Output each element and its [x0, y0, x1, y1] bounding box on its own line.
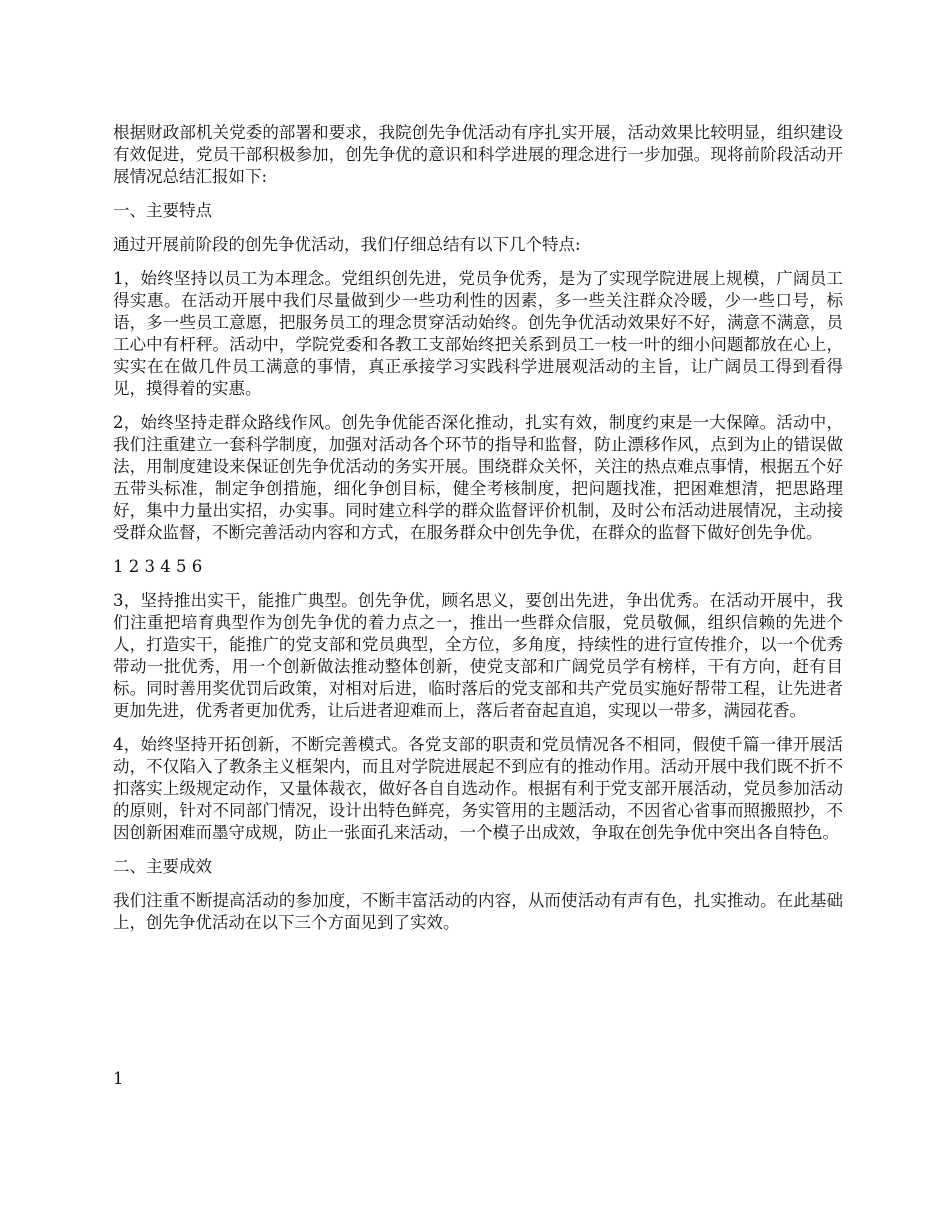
intro-paragraph: 根据财政部机关党委的部署和要求，我院创先争优活动有序扎实开展，活动效果比较明显，组织建设有效促进，党员干部积极参加，创先争优的意识和科学进展的理念进行一步加强。现将前阶段活动开展情况总结汇报如下:: [113, 123, 843, 186]
page-number: 1: [113, 1069, 124, 1088]
point-3-paragraph: 3，坚持推出实干，能推广典型。创先争优，顾名思义，要创出先进，争出优秀。在活动开展中，我们注重把培育典型作为创先争优的着力点之一，推出一些群众信服，党员敬佩，组织信赖的先进个人，打造实干，能推广的党支部和党员典型，全方位，多角度，持续性的进行宣传推介，以一个优秀带动一批优秀，用一个创新做法推动整体创新，使党支部和广阔党员学有榜样，干有方向，赶有目标。同时善用奖优罚后政策，对相对后进，临时落后的党支部和共产党员实施好帮带工程，让先进者更加先进，优秀者更加优秀，让后进者迎难而上，落后者奋起直追，实现以一带多，满园花香。: [113, 591, 843, 720]
point-2-paragraph: 2，始终坚持走群众路线作风。创先争优能否深化推动，扎实有效，制度约束是一大保障。活动中，我们注重建立一套科学制度，加强对活动各个环节的指导和监督，防止漂移作风，点到为止的错误做法，用制度建设来保证创先争优活动的务实开展。围绕群众关怀，关注的热点难点事情，根据五个好五带头标准，制定争创措施，细化争创目标，健全考核制度，把问题找准，把困难想清，把思路理好，集中力量出实招，办实事。同时建立科学的群众监督评价机制，及时公布活动进展情况，主动接受群众监督，不断完善活动内容和方式，在服务群众中创先争优，在群众的监督下做好创先争优。: [113, 413, 843, 542]
features-summary-paragraph: 通过开展前阶段的创先争优活动，我们仔细总结有以下几个特点:: [113, 235, 581, 254]
document-body: [113, 122, 843, 946]
section-heading-results: 二、主要成效: [113, 857, 212, 876]
numbers-line: 1 2 3 4 5 6: [113, 557, 203, 576]
point-4-paragraph: 4，始终坚持开拓创新，不断完善模式。各党支部的职责和党员情况各不相同，假使千篇一律开展活动，不仅陷入了教条主义框架内，而且对学院进展起不到应有的推动作用。活动开展中我们既不折不扣落实上级规定动作，又量体裁衣，做好各自自选动作。根据有利于党支部开展活动，党员参加活动的原则，针对不同部门情况，设计出特色鲜亮，务实管用的主题活动，不因省心省事而照搬照抄，不因创新困难而墨守成规，防止一张面孔来活动，一个模子出成效，争取在创先争优中突出各自特色。: [113, 735, 843, 842]
point-1-paragraph: 1，始终坚持以员工为本理念。党组织创先进，党员争优秀，是为了实现学院进展上规模，广阔员工得实惠。在活动开展中我们尽量做到少一些功利性的因素，多一些关注群众冷暖，少一些口号，标语，多一些员工意愿，把服务员工的理念贯穿活动始终。创先争优活动效果好不好，满意不满意，员工心中有杆秤。活动中，学院党委和各教工支部始终把关系到员工一枝一叶的细小问题都放在心上，实实在在做几件员工满意的事情，真正承接学习实践科学进展观活动的主旨，让广阔员工得到看得见，摸得着的实惠。: [113, 269, 843, 398]
results-summary-paragraph: 我们注重不断提高活动的参加度，不断丰富活动的内容，从而使活动有声有色，扎实推动。在此基础上，创先争优活动在以下三个方面见到了实效。: [113, 891, 843, 932]
section-heading-features: 一、主要特点: [113, 201, 212, 220]
